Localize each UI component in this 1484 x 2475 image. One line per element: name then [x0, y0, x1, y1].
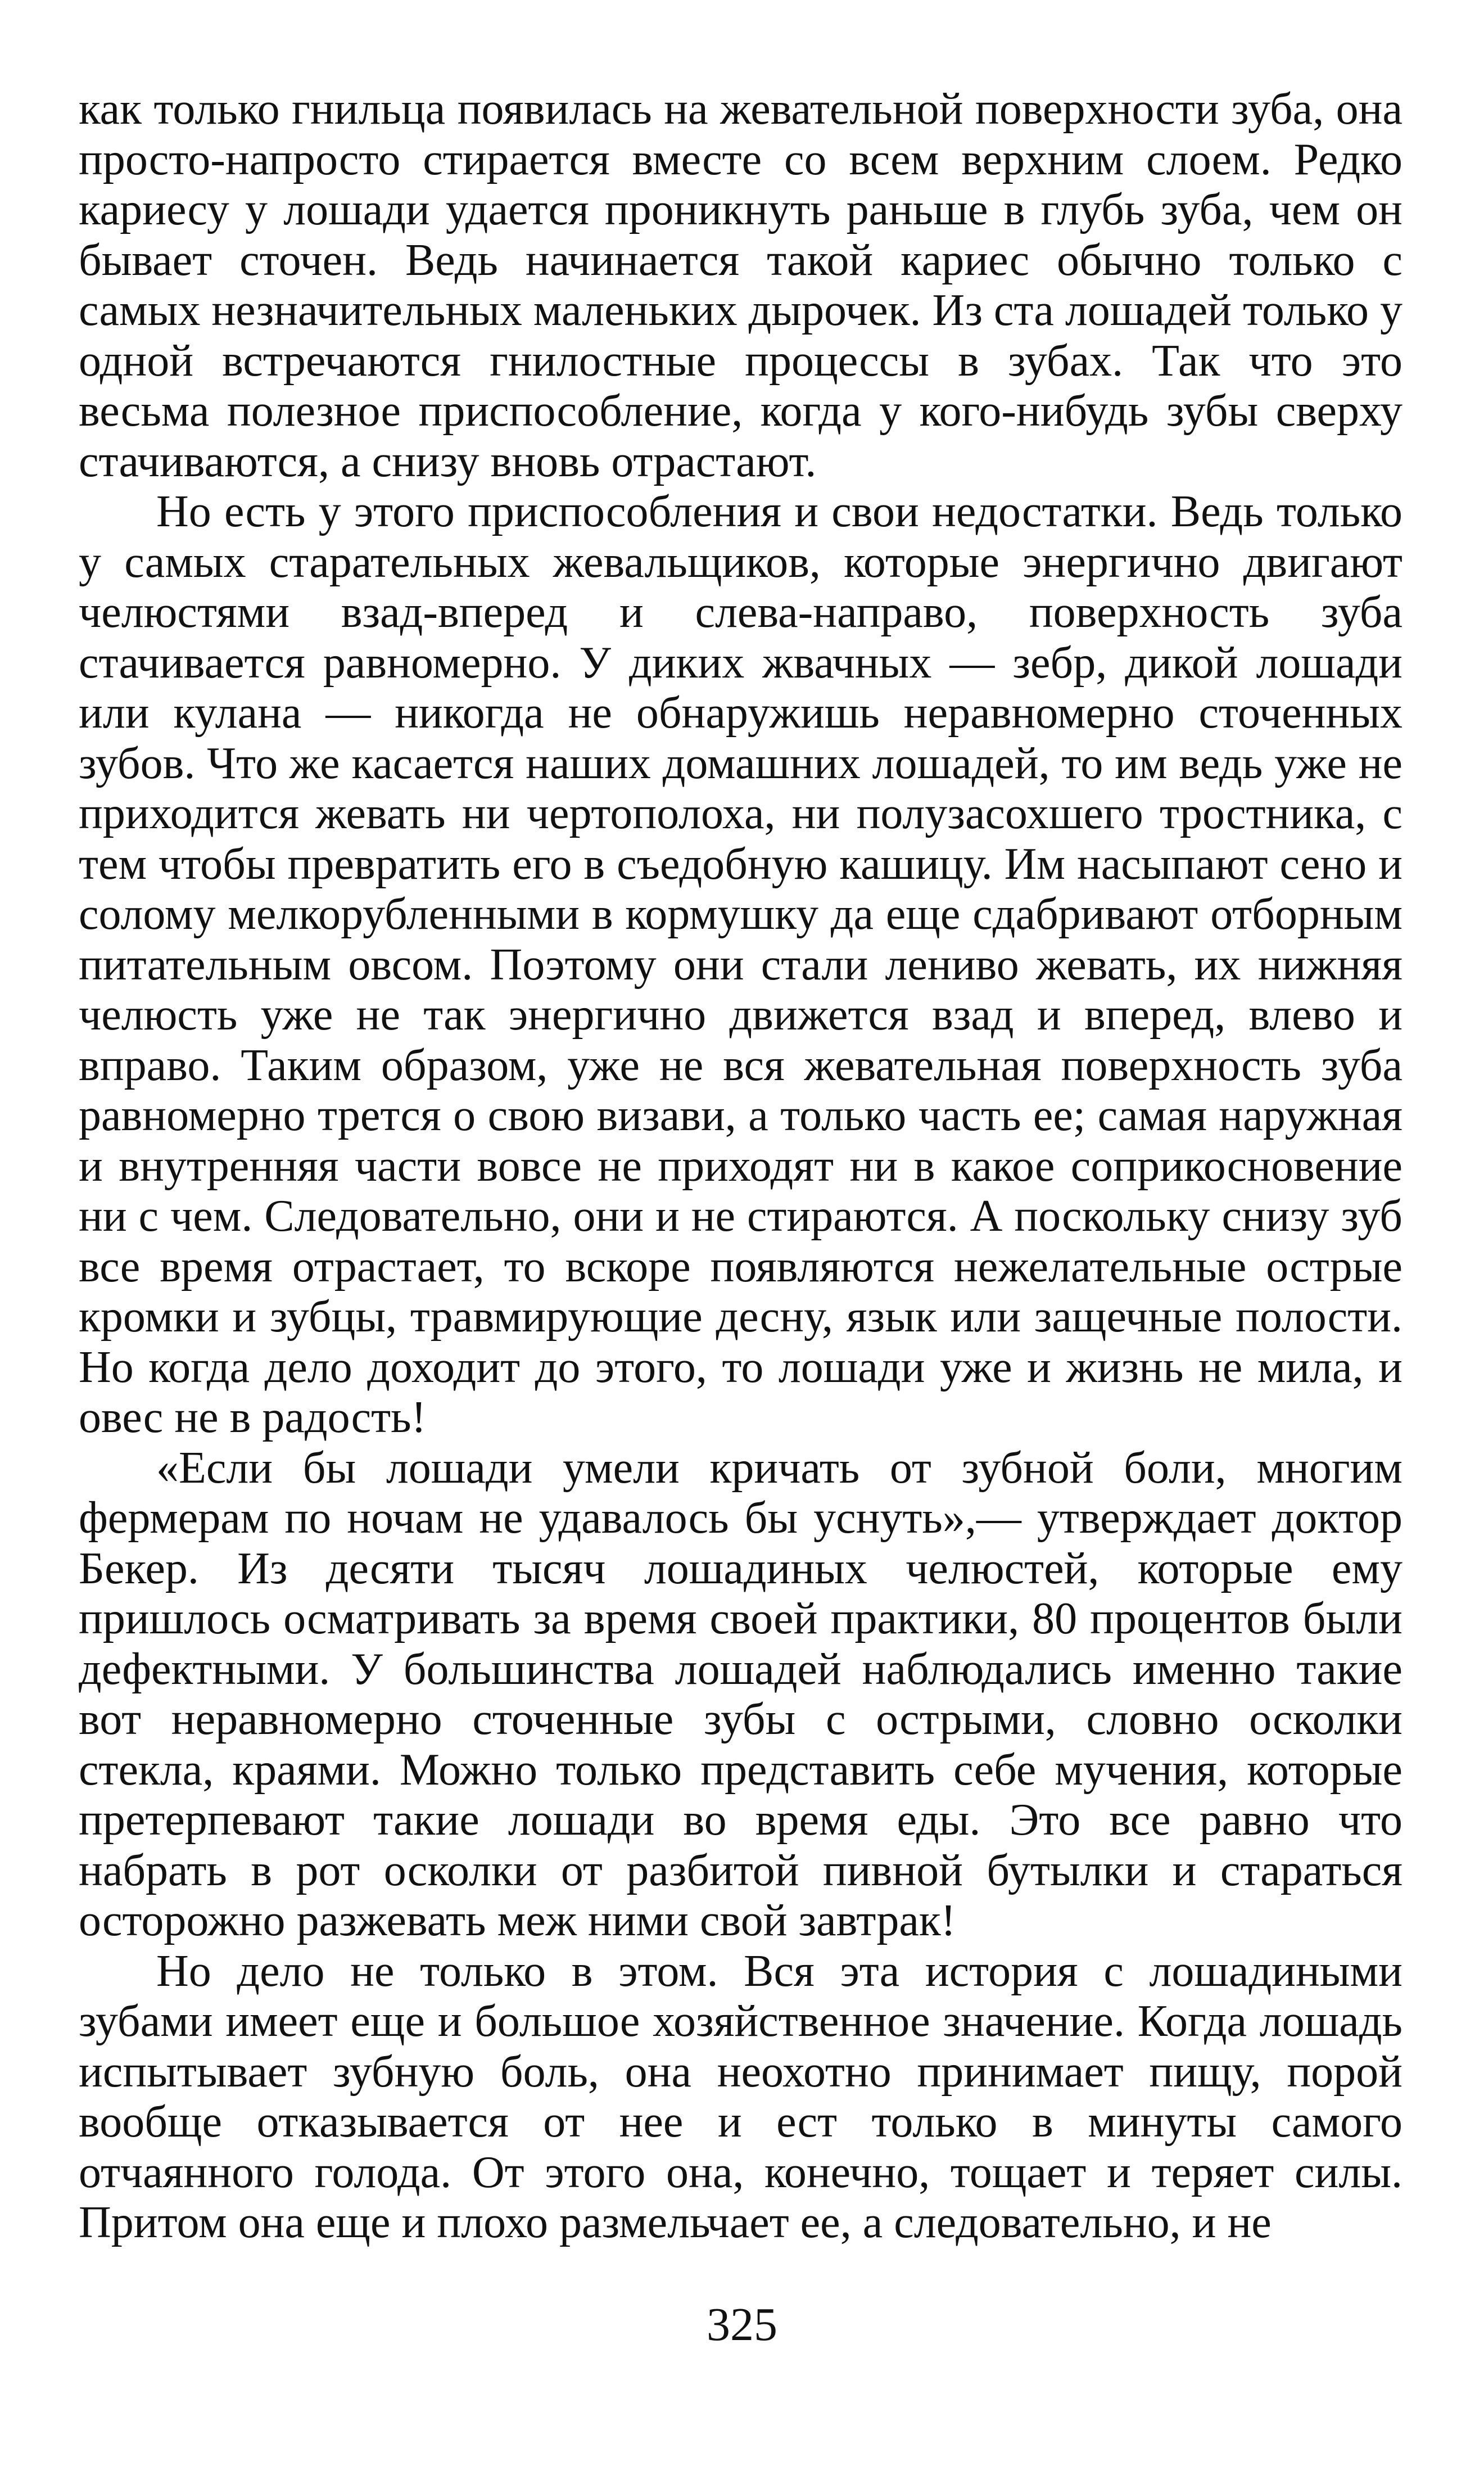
paragraph-3: «Если бы лошади умели кричать от зубной боли, многим фермерам по ночам не удавалось бы уснуть»,— утверждает доктор Бекер. Из десяти тысяч лошадиных челюстей, которые ему пришлось осматривать за время своей практики, 80 процентов были дефектными. У большинства лошадей наблюдались именно такие вот неравномерно сточенные зубы с острыми, словно осколки стекла, краями. Можно только представить себе мучения, которые претерпевают такие лошади во время еды. Это все равно что набрать в рот осколки от разбитой пивной бутылки и стараться осторожно разжевать меж ними свой завтрак! — [79, 1443, 1402, 1945]
page-number: 325 — [707, 2298, 777, 2351]
paragraph-1: как только гнильца появилась на жевательной поверхности зуба, она просто-напросто стирается вместе со всем верхним слоем. Редко кариесу у лошади удается проникнуть раньше в глубь зуба, чем он бывает сточен. Ведь начинается такой кариес обычно только с самых незначительных маленьких дырочек. Из ста лошадей только у одной встречаются гнилостные процессы в зубах. Так что это весьма полезное приспособление, когда у кого-нибудь зубы сверху стачиваются, а снизу вновь отрастают. — [79, 84, 1402, 486]
paragraph-2: Но есть у этого приспособления и свои недостатки. Ведь только у самых старательных жевальщиков, которые энергично двигают челюстями взад-вперед и слева-направо, поверхность зуба стачивается равномерно. У диких жвачных — зебр, дикой лошади или кулана — никогда не обнаружишь неравномерно сточенных зубов. Что же касается наших домашних лошадей, то им ведь уже не приходится жевать ни чертополоха, ни полузасохшего тростника, с тем чтобы превратить его в съедобную кашицу. Им насыпают сено и солому мелкорубленными в кормушку да еще сдабривают отборным питательным овсом. Поэтому они стали лениво жевать, их нижняя челюсть уже не так энергично движется взад и вперед, влево и вправо. Таким образом, уже не вся жевательная поверхность зуба равномерно трется о свою визави, а только часть ее; самая наружная и внутренняя части вовсе не приходят ни в какое соприкосновение ни с чем. Следовательно, они и не стираются. А поскольку снизу зуб все время отрастает, то вскоре появляются нежелательные острые кромки и зубцы, травмирующие десну, язык или защечные полости. Но когда дело доходит до этого, то лошади уже и жизнь не мила, и овес не в радость! — [79, 487, 1402, 1442]
page-body — [79, 84, 1402, 2248]
paragraph-4: Но дело не только в этом. Вся эта история с лошадиными зубами имеет еще и большое хозяйственное значение. Когда лошадь испытывает зубную боль, она неохотно принимает пищу, порой вообще отказывается от нее и ест только в минуты самого отчаянного голода. От этого она, конечно, тощает и теряет силы. Притом она еще и плохо размельчает ее, а следовательно, и не — [79, 1946, 1402, 2247]
